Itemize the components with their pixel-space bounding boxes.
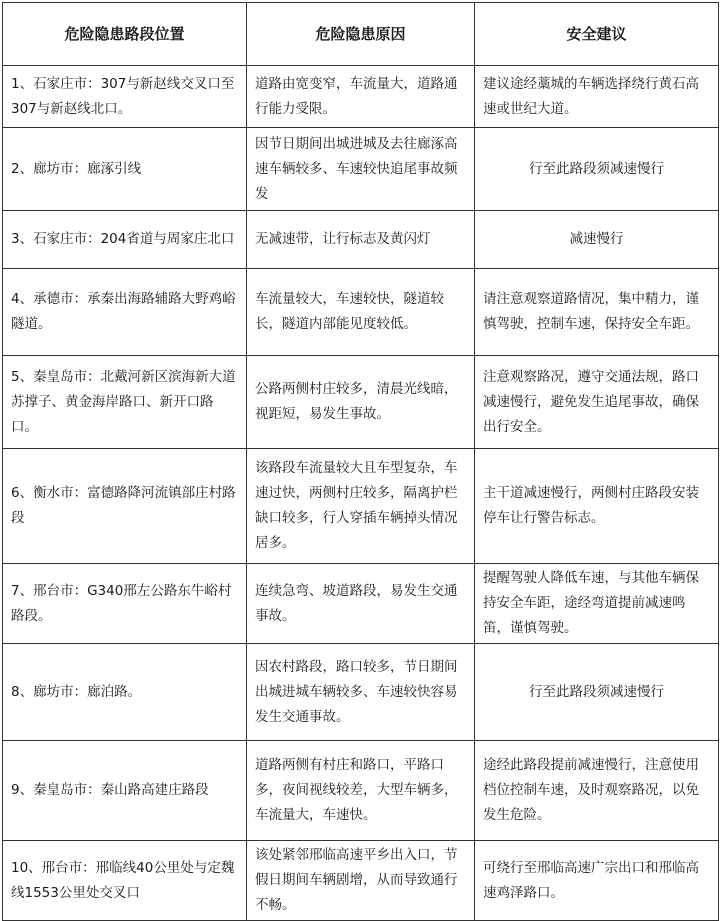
- reason-cell: 该路段车流量较大且车型复杂，车速过快，两侧村庄较多，隔离护栏缺口较多，行人穿插车辆掉头情况居多。: [247, 449, 475, 564]
- advice-cell: 可绕行至邢临高速广宗出口和邢临高速鸡泽路口。: [475, 841, 719, 921]
- header-reason: 危险隐患原因: [247, 3, 475, 66]
- location-cell: 1、石家庄市：307与新赵线交叉口至307与新赵线北口。: [3, 66, 247, 128]
- table-row: [3, 841, 719, 921]
- advice-cell: 减速慢行: [475, 211, 719, 269]
- location-cell: 10、邢台市：邢临线40公里处与定魏线1553公里处交叉口: [3, 841, 247, 921]
- advice-cell: 主干道减速慢行，两侧村庄路段安装停车让行警告标志。: [475, 449, 719, 564]
- header-advice: 安全建议: [475, 3, 719, 66]
- reason-cell: 道路两侧有村庄和路口，平路口多，夜间视线较差，大型车辆多，车流量大，车速快。: [247, 741, 475, 841]
- advice-cell: 行至此路段须减速慢行: [475, 128, 719, 211]
- advice-cell: 注意观察路况，遵守交通法规，路口减速慢行，避免发生追尾事故，确保出行安全。: [475, 356, 719, 449]
- location-cell: 2、廊坊市：廊涿引线: [3, 128, 247, 211]
- location-cell: 9、秦皇岛市：秦山路高建庄路段: [3, 741, 247, 841]
- reason-cell: 道路由宽变窄，车流量大，道路通行能力受限。: [247, 66, 475, 128]
- advice-cell: 途经此路段提前减速慢行，注意使用档位控制车速，及时观察路况，以免发生危险。: [475, 741, 719, 841]
- table-row: [3, 269, 719, 356]
- advice-cell: 建议途经藁城的车辆选择绕行黄石高速或世纪大道。: [475, 66, 719, 128]
- reason-cell: 因节日期间出城进城及去往廊涿高速车辆较多、车速较快追尾事故频发: [247, 128, 475, 211]
- advice-cell: 行至此路段须减速慢行: [475, 644, 719, 741]
- location-cell: 5、秦皇岛市：北戴河新区滨海新大道苏撑子、黄金海岸路口、新开口路口。: [3, 356, 247, 449]
- reason-cell: 因农村路段，路口较多，节日期间出城进城车辆较多、车速较快容易发生交通事故。: [247, 644, 475, 741]
- table-row: [3, 449, 719, 564]
- location-cell: 4、承德市：承秦出海路辅路大野鸡峪隧道。: [3, 269, 247, 356]
- hazard-road-table: [2, 2, 719, 921]
- table-header-row: [3, 3, 719, 66]
- table-row: [3, 356, 719, 449]
- reason-cell: 连续急弯、坡道路段，易发生交通事故。: [247, 564, 475, 644]
- reason-cell: 该处紧邻邢临高速平乡出入口，节假日期间车辆剧增，从而导致通行不畅。: [247, 841, 475, 921]
- location-cell: 6、衡水市：富德路降河流镇部庄村路段: [3, 449, 247, 564]
- reason-cell: 无减速带，让行标志及黄闪灯: [247, 211, 475, 269]
- location-cell: 7、邢台市：G340邢左公路东牛峪村路段。: [3, 564, 247, 644]
- table-row: [3, 564, 719, 644]
- header-location: 危险隐患路段位置: [3, 3, 247, 66]
- location-cell: 8、廊坊市：廊泊路。: [3, 644, 247, 741]
- advice-cell: 提醒驾驶人降低车速，与其他车辆保持安全车距，途经弯道提前减速鸣笛，谨慎驾驶。: [475, 564, 719, 644]
- reason-cell: 车流量较大，车速较快，隧道较长，隧道内部能见度较低。: [247, 269, 475, 356]
- location-cell: 3、石家庄市：204省道与周家庄北口: [3, 211, 247, 269]
- table-row: [3, 741, 719, 841]
- advice-cell: 请注意观察道路情况，集中精力，谨慎驾驶，控制车速，保持安全车距。: [475, 269, 719, 356]
- reason-cell: 公路两侧村庄较多，清晨光线暗，视距短，易发生事故。: [247, 356, 475, 449]
- table-row: [3, 128, 719, 211]
- table-row: [3, 66, 719, 128]
- table-row: [3, 644, 719, 741]
- table-row: [3, 211, 719, 269]
